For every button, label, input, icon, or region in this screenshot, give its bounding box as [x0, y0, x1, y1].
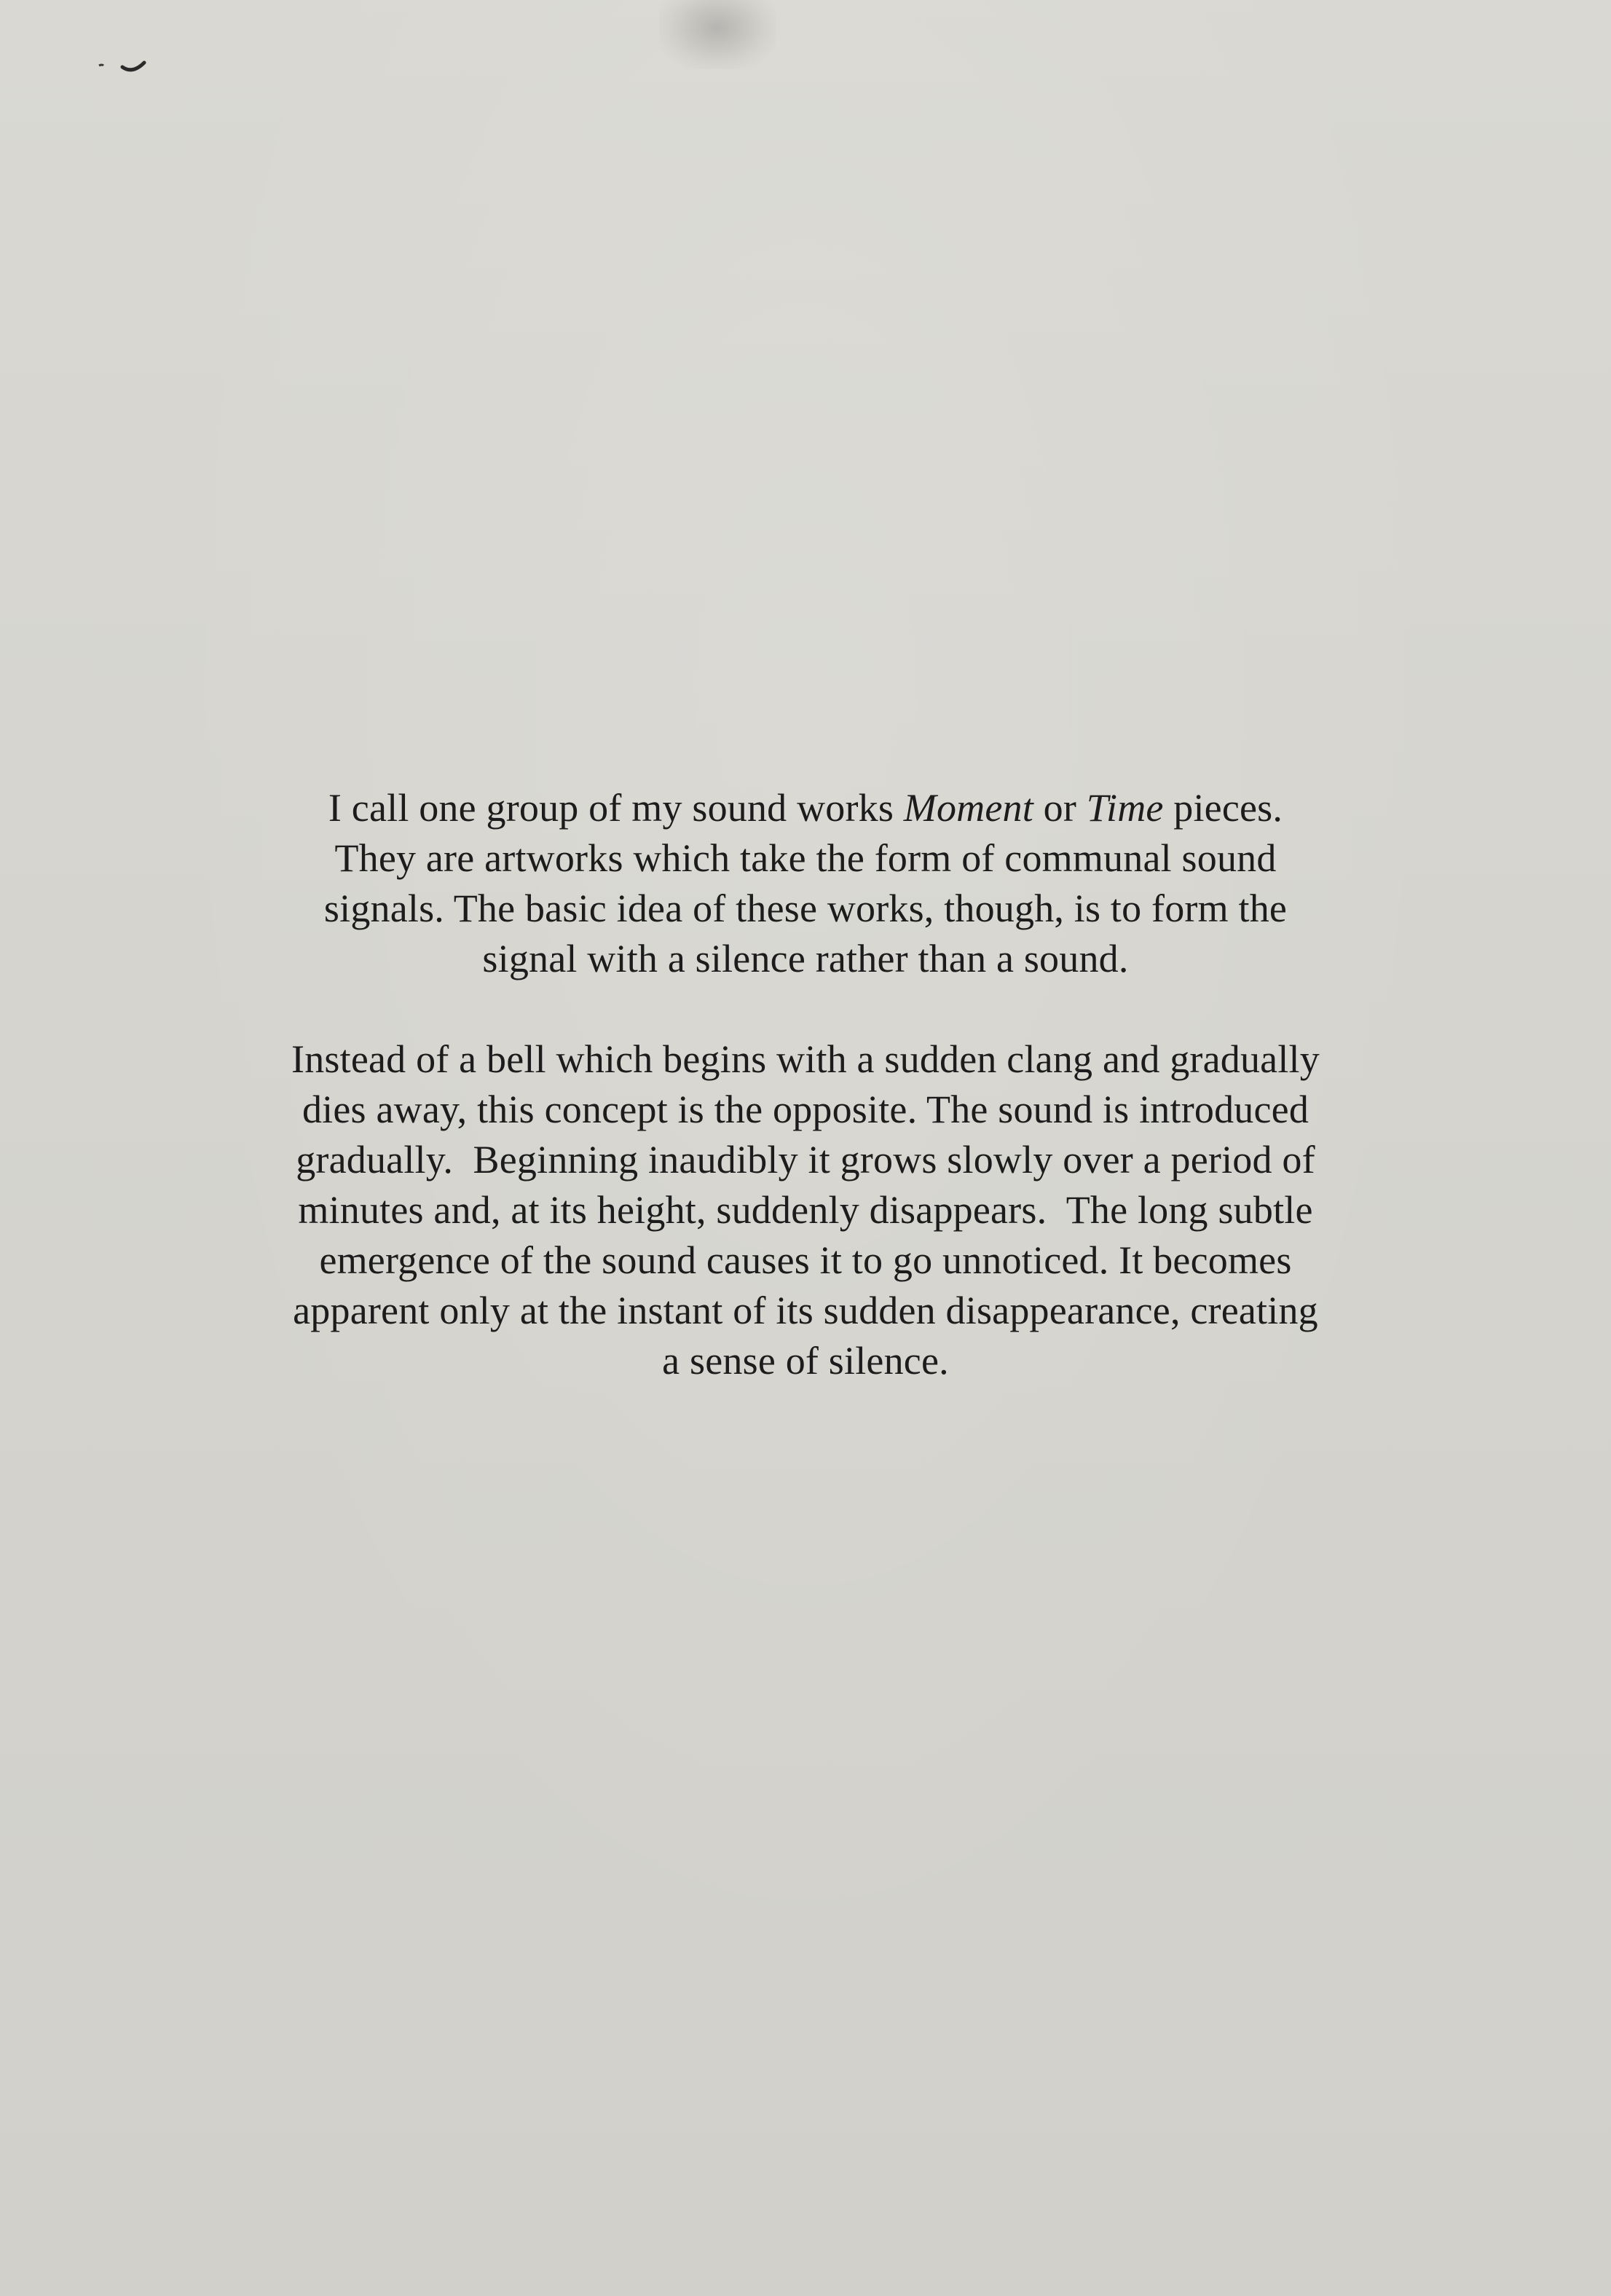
paragraph-2-line-3: gradually. Beginning inaudibly it grows slowly over a period of — [296, 1138, 1315, 1182]
paragraph-1-line-2: They are artworks which take the form of communal sound — [334, 836, 1277, 880]
statement-text — [131, 783, 1480, 1386]
paragraph-2-line-7: a sense of silence. — [662, 1339, 949, 1383]
pen-mark — [93, 45, 151, 82]
paragraph-1-line-1: I call one group of my sound works Moment or Time pieces. — [328, 786, 1283, 830]
paragraph-1 — [131, 783, 1480, 984]
paragraph-1-line-3: signals. The basic idea of these works, though, is to form the — [323, 886, 1288, 930]
title-time: Time — [1086, 786, 1164, 830]
paragraph-2-line-6: apparent only at the instant of its sudden disappearance, creating — [293, 1289, 1318, 1332]
paragraph-2-line-1: Instead of a bell which begins with a sudden clang and gradually — [291, 1037, 1320, 1081]
title-moment: Moment — [903, 786, 1033, 830]
tape-residue-mark — [659, 0, 776, 69]
paragraph-2 — [131, 1034, 1480, 1386]
paragraph-2-line-2: dies away, this concept is the opposite. The sound is introduced — [302, 1088, 1309, 1131]
paragraph-2-line-4: minutes and, at its height, suddenly disappears. The long subtle — [298, 1188, 1313, 1232]
paragraph-1-line-4: signal with a silence rather than a sound. — [482, 937, 1129, 980]
paragraph-2-line-5: emergence of the sound causes it to go unnoticed. It becomes — [319, 1238, 1292, 1282]
